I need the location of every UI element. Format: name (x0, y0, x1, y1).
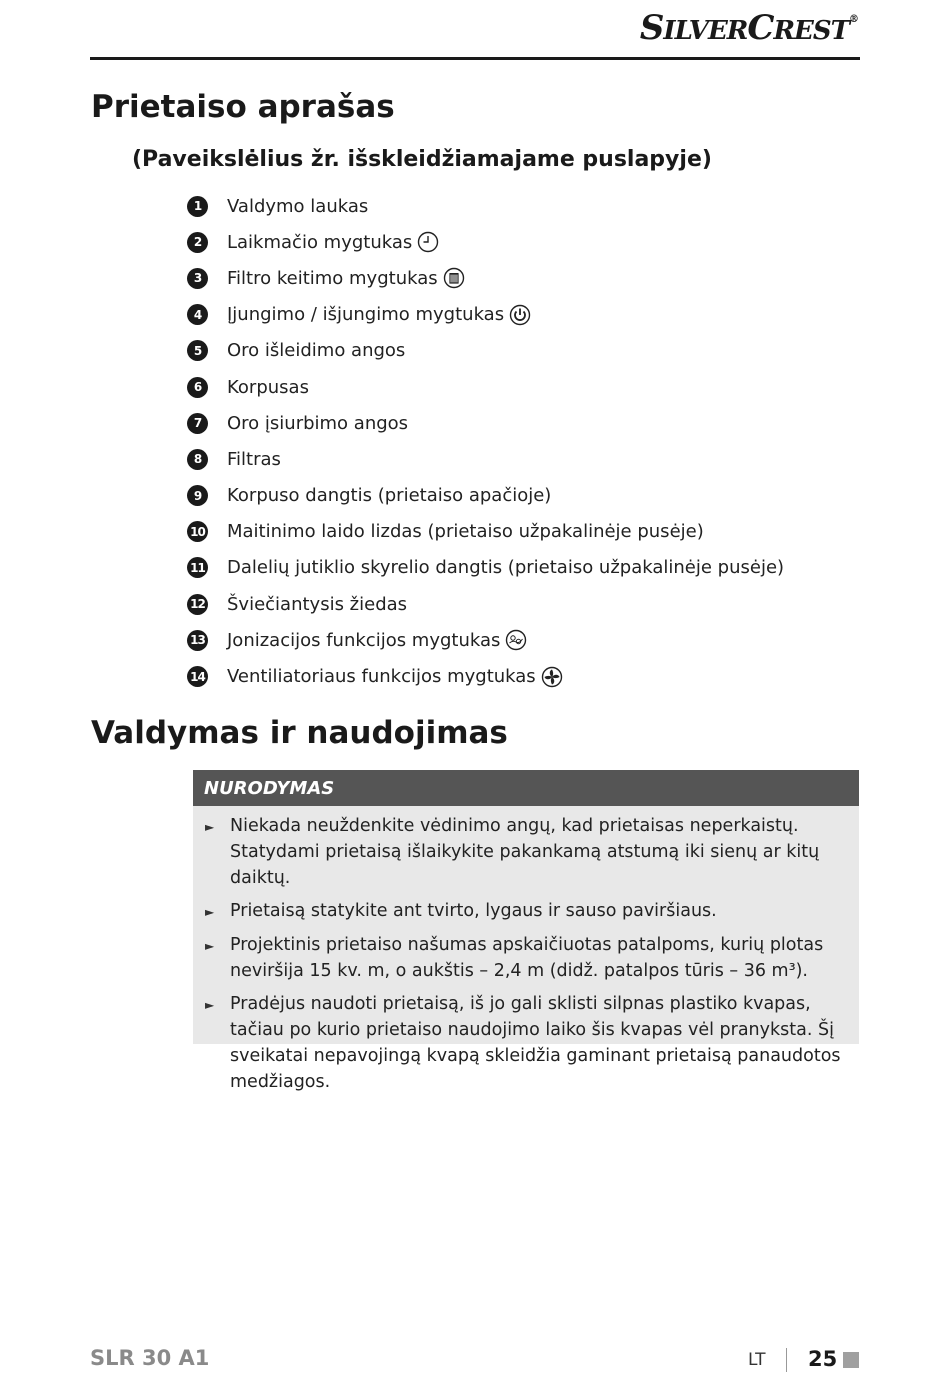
note-text: Niekada neuždenkite vėdinimo angų, kad prietaisas neperkaistų. Statydami prietaisą išlaikykite pakankamą atstumą iki sienų ar kitų daiktų. (230, 816, 820, 888)
item-number: 4 (187, 304, 208, 325)
list-item (187, 405, 784, 441)
section-title-operation: Valdymas ir naudojimas (91, 715, 508, 751)
item-label: Oro įsiurbimo angos (227, 412, 409, 434)
item-label: Korpusas (227, 376, 309, 398)
list-item (187, 586, 784, 622)
header-rule (90, 57, 860, 60)
item-label: Valdymo laukas (227, 195, 369, 217)
fan-icon (541, 666, 563, 688)
item-number: 14 (187, 666, 208, 687)
note-bullet (205, 813, 849, 891)
page-number: 25 (808, 1347, 838, 1371)
brand-logo: SILVERCREST® (639, 8, 858, 48)
note-bullet (205, 898, 849, 925)
section-subtitle: (Paveikslėlius žr. išskleidžiamajame puslapyje) (132, 147, 712, 172)
item-number: 3 (187, 268, 208, 289)
note-box (193, 770, 859, 1092)
item-label: Oro išleidimo angos (227, 340, 406, 362)
list-item (187, 441, 784, 477)
clock-icon (417, 231, 439, 253)
list-item (187, 260, 784, 296)
item-label: Laikmačio mygtukas (227, 231, 413, 253)
note-bullet (205, 991, 849, 1095)
list-item (187, 297, 784, 333)
list-item (187, 224, 784, 260)
list-item (187, 188, 784, 224)
item-label: Dalelių jutiklio skyrelio dangtis (prietaiso užpakalinėje pusėje) (227, 557, 785, 579)
item-number: 6 (187, 377, 208, 398)
note-list (193, 806, 859, 1095)
item-number: 8 (187, 449, 208, 470)
list-item (187, 514, 784, 550)
arrow-icon: ► (205, 820, 215, 834)
item-number: 11 (187, 557, 208, 578)
item-number: 5 (187, 340, 208, 361)
filter-icon (443, 267, 465, 289)
item-number: 10 (187, 521, 208, 542)
note-text: Prietaisą statykite ant tvirto, lygaus ir sauso paviršiaus. (230, 901, 717, 921)
item-label: Ventiliatoriaus funkcijos mygtukas (227, 666, 536, 688)
arrow-icon: ► (205, 905, 215, 919)
list-item (187, 369, 784, 405)
ionizer-icon (505, 629, 527, 651)
section-title-description: Prietaiso aprašas (91, 89, 395, 125)
item-number: 7 (187, 413, 208, 434)
footer-model: SLR 30 A1 (90, 1346, 210, 1370)
list-item (187, 658, 784, 694)
footer-language: LT (748, 1350, 766, 1370)
item-number: 12 (187, 594, 208, 615)
power-icon (509, 304, 531, 326)
item-label: Jonizacijos funkcijos mygtukas (227, 629, 501, 651)
list-item (187, 333, 784, 369)
item-number: 2 (187, 232, 208, 253)
item-label: Filtras (227, 448, 281, 470)
parts-list (187, 188, 784, 695)
item-number: 1 (187, 196, 208, 217)
list-item (187, 478, 784, 514)
item-label: Korpuso dangtis (prietaiso apačioje) (227, 485, 552, 507)
note-text: Projektinis prietaiso našumas apskaičiuotas patalpoms, kurių plotas neviršija 15 kv. m, o aukštis – 2,4 m (didž. patalpos tūris – 36 m³). (230, 935, 824, 981)
list-item (187, 622, 784, 658)
arrow-icon: ► (205, 998, 215, 1012)
item-label: Įjungimo / išjungimo mygtukas (227, 304, 505, 326)
item-number: 13 (187, 630, 208, 651)
arrow-icon: ► (205, 939, 215, 953)
note-text: Pradėjus naudoti prietaisą, iš jo gali sklisti silpnas plastiko kvapas, tačiau po kurio prietaiso naudojimo laiko šis kvapas vėl pranyksta. Šį sveikatai nepavojingą kvapą skleidžia gaminant prietaisą panaudotos medžiagos. (230, 994, 841, 1092)
item-label: Šviečiantysis žiedas (227, 593, 408, 615)
item-label: Filtro keitimo mygtukas (227, 267, 438, 289)
item-number: 9 (187, 485, 208, 506)
footer-divider (786, 1348, 787, 1372)
footer-square-marker (843, 1352, 859, 1368)
note-heading: NURODYMAS (193, 770, 859, 806)
note-bullet (205, 932, 849, 984)
list-item (187, 550, 784, 586)
item-label: Maitinimo laido lizdas (prietaiso užpakalinėje pusėje) (227, 521, 704, 543)
